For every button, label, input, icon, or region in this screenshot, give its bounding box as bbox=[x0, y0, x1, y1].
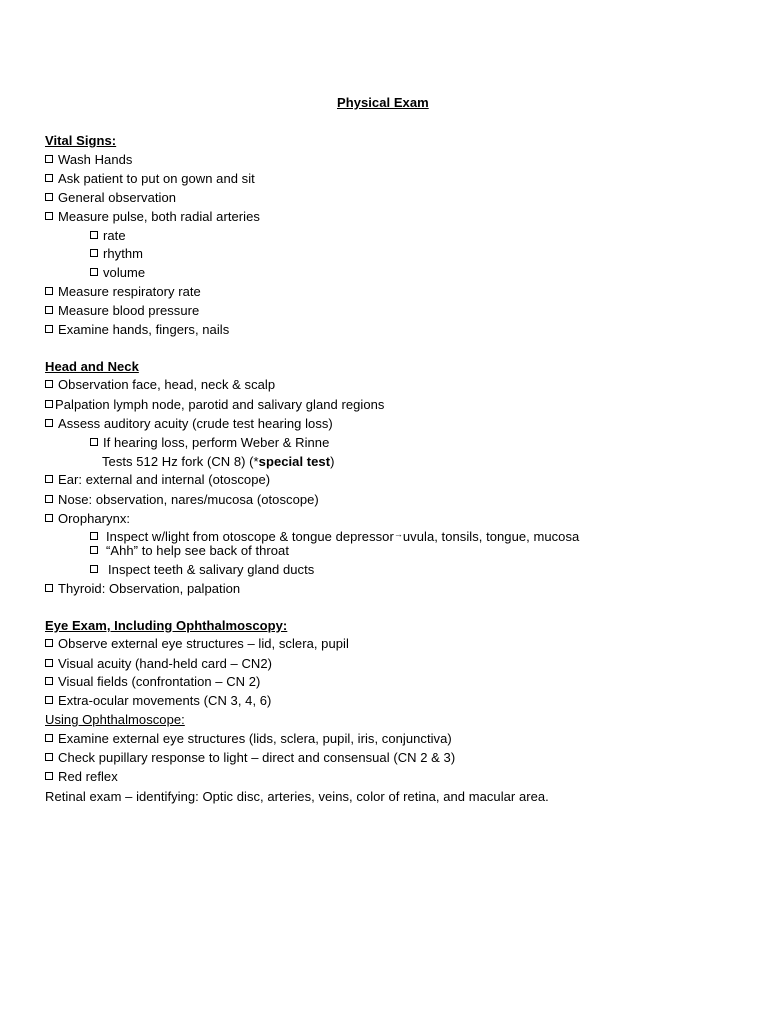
checkbox-icon[interactable] bbox=[45, 734, 53, 742]
checkbox-icon[interactable] bbox=[45, 325, 53, 333]
checkbox-icon[interactable] bbox=[45, 380, 53, 388]
checkbox-icon[interactable] bbox=[90, 532, 98, 540]
page-title: Physical Exam bbox=[337, 95, 429, 110]
checklist-item: Measure pulse, both radial arteries bbox=[45, 209, 260, 225]
checklist-item: Examine hands, fingers, nails bbox=[45, 322, 229, 338]
checkbox-icon[interactable] bbox=[45, 639, 53, 647]
checklist-subitem: “Ahh” to help see back of throat bbox=[90, 543, 289, 559]
checklist-item: Visual acuity (hand-held card – CN2) bbox=[45, 656, 272, 672]
vital-signs-heading: Vital Signs: bbox=[45, 133, 117, 148]
right-arrow-icon: → bbox=[393, 529, 403, 539]
checklist-item: Nose: observation, nares/mucosa (otoscope) bbox=[45, 492, 319, 508]
checkbox-icon[interactable] bbox=[45, 495, 53, 503]
checkbox-icon[interactable] bbox=[45, 287, 53, 295]
checklist-subitem: Inspect teeth & salivary gland ducts bbox=[90, 562, 314, 578]
hearing-tests-note: Tests 512 Hz fork (CN 8) (*special test) bbox=[102, 454, 335, 469]
checkbox-icon[interactable] bbox=[90, 546, 98, 554]
checklist-subitem: Inspect w/light from otoscope & tongue depressor→uvula, tonsils, tongue, mucosa bbox=[90, 526, 579, 545]
retinal-exam-text: Retinal exam – identifying: Optic disc, arteries, veins, color of retina, and macular area. bbox=[45, 789, 549, 804]
checklist-item: Examine external eye structures (lids, sclera, pupil, iris, conjunctiva) bbox=[45, 731, 452, 747]
checkbox-icon[interactable] bbox=[45, 677, 53, 685]
checklist-item: Observation face, head, neck & scalp bbox=[45, 377, 275, 393]
checkbox-icon[interactable] bbox=[45, 193, 53, 201]
checklist-item: Thyroid: Observation, palpation bbox=[45, 581, 240, 597]
checkbox-icon[interactable] bbox=[45, 174, 53, 182]
checklist-subitem: rhythm bbox=[90, 246, 143, 262]
checklist-item: Visual fields (confrontation – CN 2) bbox=[45, 674, 260, 690]
checklist-item: Check pupillary response to light – direct and consensual (CN 2 & 3) bbox=[45, 750, 455, 766]
checklist-item: Measure respiratory rate bbox=[45, 284, 201, 300]
checkbox-icon[interactable] bbox=[45, 772, 53, 780]
checklist-subitem: volume bbox=[90, 265, 145, 281]
checkbox-icon[interactable] bbox=[90, 438, 98, 446]
checklist-item: Ask patient to put on gown and sit bbox=[45, 171, 255, 187]
checkbox-icon[interactable] bbox=[90, 268, 98, 276]
eye-exam-heading: Eye Exam, Including Ophthalmoscopy: bbox=[45, 618, 288, 633]
ophthalmoscope-subheading: Using Ophthalmoscope: bbox=[45, 712, 185, 727]
checklist-subitem: If hearing loss, perform Weber & Rinne bbox=[90, 435, 329, 451]
checkbox-icon[interactable] bbox=[45, 696, 53, 704]
checkbox-icon[interactable] bbox=[90, 249, 98, 257]
checkbox-icon[interactable] bbox=[45, 155, 53, 163]
checkbox-icon[interactable] bbox=[90, 565, 98, 573]
checklist-item: Observe external eye structures – lid, sclera, pupil bbox=[45, 636, 349, 652]
checklist-item: Extra-ocular movements (CN 3, 4, 6) bbox=[45, 693, 271, 709]
checklist-item: Oropharynx: bbox=[45, 511, 130, 527]
checkbox-icon[interactable] bbox=[45, 475, 53, 483]
checklist-item: Assess auditory acuity (crude test hearing loss) bbox=[45, 416, 333, 432]
checkbox-icon[interactable] bbox=[45, 400, 53, 408]
checklist-item: Ear: external and internal (otoscope) bbox=[45, 472, 270, 488]
checklist-item: Wash Hands bbox=[45, 152, 132, 168]
checkbox-icon[interactable] bbox=[90, 231, 98, 239]
checkbox-icon[interactable] bbox=[45, 419, 53, 427]
checkbox-icon[interactable] bbox=[45, 584, 53, 592]
checkbox-icon[interactable] bbox=[45, 514, 53, 522]
checkbox-icon[interactable] bbox=[45, 212, 53, 220]
checklist-item: Palpation lymph node, parotid and salivary gland regions bbox=[45, 397, 384, 413]
checklist-subitem: rate bbox=[90, 228, 126, 244]
checklist-item: General observation bbox=[45, 190, 176, 206]
head-neck-heading: Head and Neck bbox=[45, 359, 139, 374]
checkbox-icon[interactable] bbox=[45, 306, 53, 314]
checkbox-icon[interactable] bbox=[45, 659, 53, 667]
checklist-item: Measure blood pressure bbox=[45, 303, 199, 319]
checkbox-icon[interactable] bbox=[45, 753, 53, 761]
checklist-item: Red reflex bbox=[45, 769, 118, 785]
